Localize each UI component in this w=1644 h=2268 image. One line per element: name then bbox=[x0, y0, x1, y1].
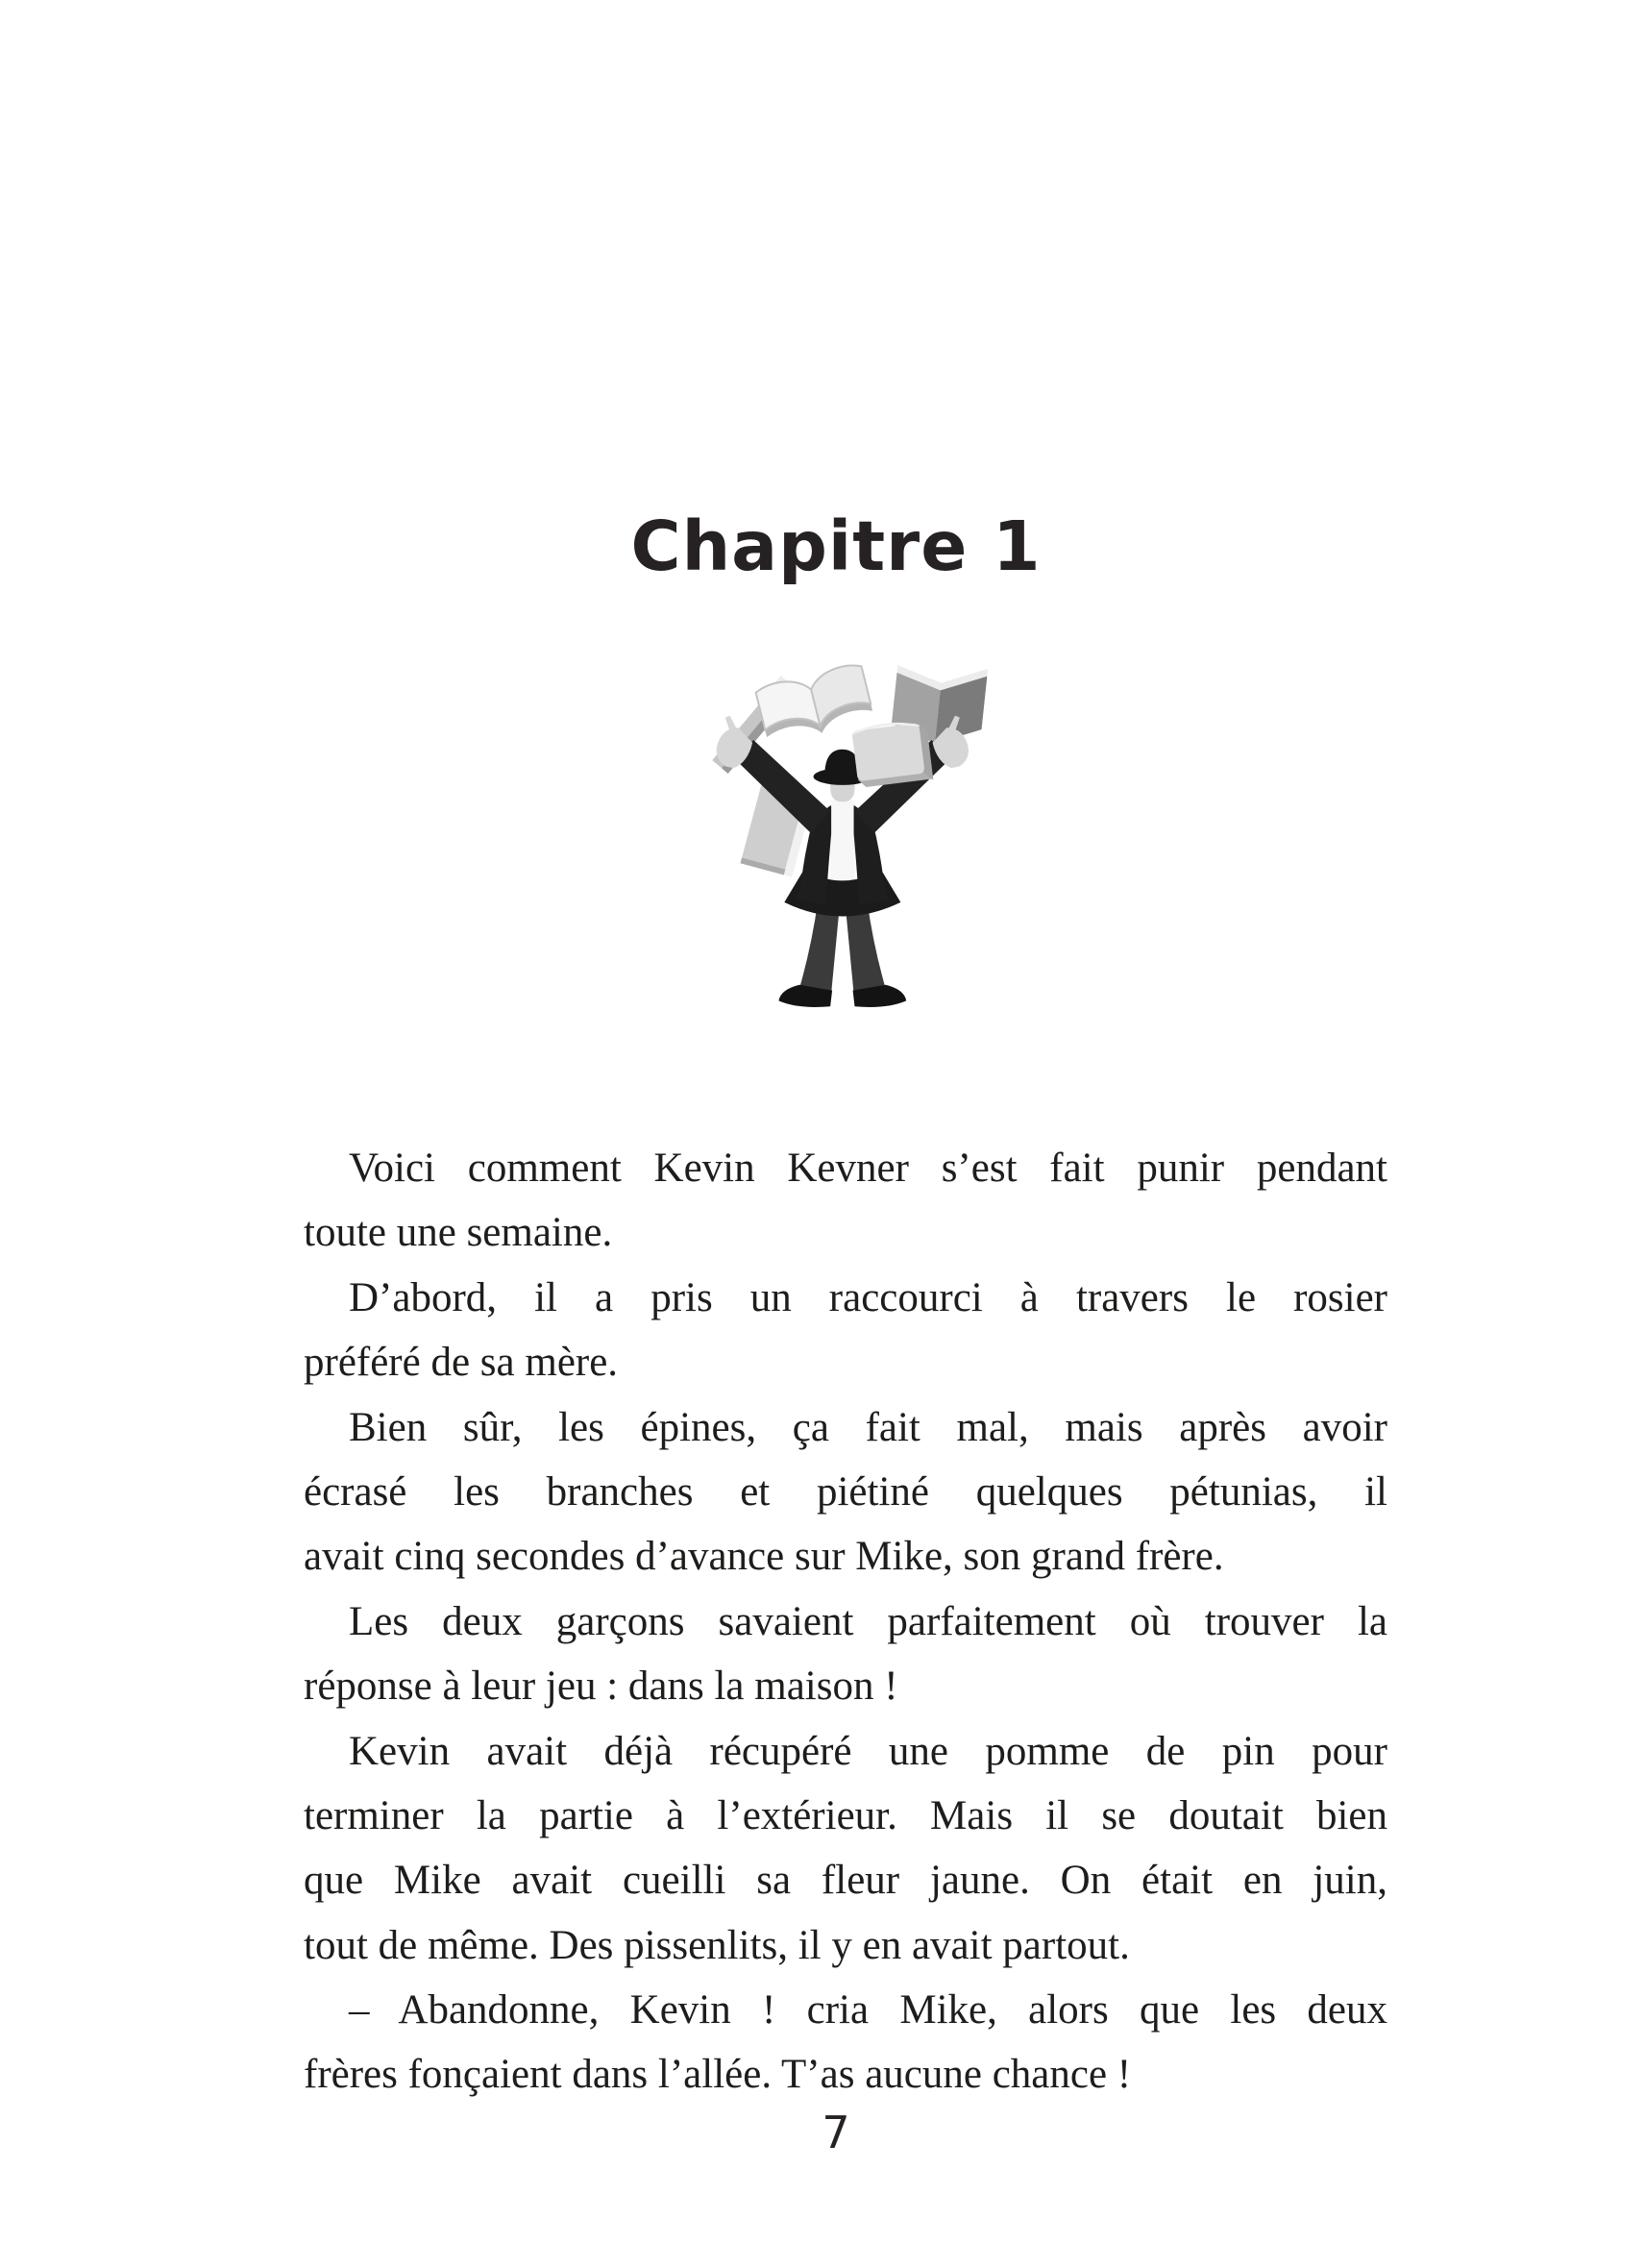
body-text-line: Bien sûr, les épines, ça fait mal, mais après avoir bbox=[349, 1404, 1387, 1450]
body-text-line: tout de même. Des pissenlits, il y en avait partout. bbox=[304, 1922, 1130, 1968]
body-text-line: frères fonçaient dans l’allée. T’as aucune chance ! bbox=[304, 2052, 1132, 2098]
page-number: 7 bbox=[822, 2107, 850, 2158]
body-text-line: réponse à leur jeu : dans la maison ! bbox=[304, 1664, 898, 1710]
body-text-line: D’abord, il a pris un raccourci à travers le rosier bbox=[349, 1274, 1387, 1320]
body-text-line: avait cinq secondes d’avance sur Mike, son grand frère. bbox=[304, 1534, 1224, 1580]
chapter-title: Chapitre 1 bbox=[630, 506, 1042, 586]
body-text-line: que Mike avait cueilli sa fleur jaune. On était en juin, bbox=[304, 1858, 1387, 1904]
body-text-line: écrasé les branches et piétiné quelques pétunias, il bbox=[304, 1468, 1387, 1515]
square-book-icon bbox=[851, 718, 933, 788]
body-text-line: préféré de sa mère. bbox=[304, 1340, 619, 1386]
body-text-line: Les deux garçons savaient parfaitement où trouver la bbox=[349, 1598, 1387, 1644]
body-text-line: Kevin avait déjà récupéré une pomme de pin pour bbox=[349, 1728, 1387, 1774]
body-text bbox=[304, 1136, 1387, 2108]
body-text-line: toute une semaine. bbox=[304, 1210, 613, 1256]
body-text-line: – Abandonne, Kevin ! cria Mike, alors que les deux bbox=[349, 1987, 1387, 2034]
chapter-illustration bbox=[293, 618, 1379, 1064]
body-text-line: Voici comment Kevin Kevner s’est fait punir pendant bbox=[349, 1146, 1387, 1191]
man-juggling-books-illustration bbox=[639, 618, 1033, 1059]
body-text-line: terminer la partie à l’extérieur. Mais il se doutait bien bbox=[304, 1792, 1387, 1838]
